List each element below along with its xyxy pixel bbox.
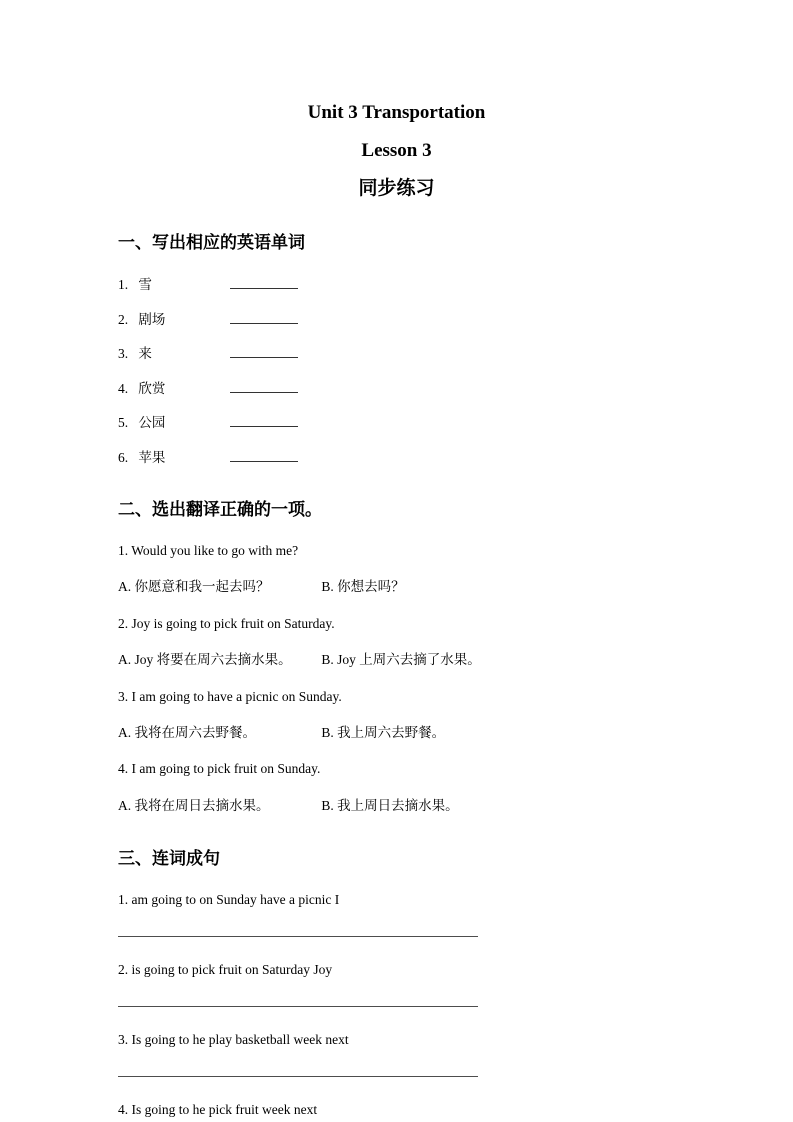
option-b: B. 你想去吗？ xyxy=(321,579,405,595)
word-label: 公园 xyxy=(138,415,166,430)
answer-blank xyxy=(230,413,298,427)
mc-question: 1. Would you like to go with me? xyxy=(118,543,299,558)
word-item xyxy=(118,303,675,338)
answer-blank xyxy=(230,275,298,289)
answer-line xyxy=(118,988,478,1007)
multiple-choice-list xyxy=(118,533,675,824)
word-label: 来 xyxy=(138,346,152,361)
word-number: 2. xyxy=(118,311,129,327)
mc-question: 3. I am going to have a picnic on Sunday. xyxy=(118,688,342,704)
word-list xyxy=(118,268,675,475)
answer-line xyxy=(118,1058,478,1077)
word-number: 1. xyxy=(118,277,129,292)
word-label: 剧场 xyxy=(138,311,166,327)
mc-options xyxy=(118,788,675,824)
word-number: 5. xyxy=(118,415,129,430)
section-two-heading: 二、选出翻译正确的一项。 xyxy=(118,500,322,519)
mc-options xyxy=(118,642,675,678)
mc-options xyxy=(118,715,675,751)
rearrange-list xyxy=(118,882,675,1122)
word-item xyxy=(118,337,675,372)
word-label: 欣赏 xyxy=(138,380,166,396)
option-b: B. 我上周日去摘水果。 xyxy=(321,797,459,813)
doc-title: Unit 3 Transportation xyxy=(307,102,486,123)
rearrange-prompt: 2. is going to pick fruit on Saturday Joy xyxy=(118,962,333,978)
rearrange-prompt: 1. am going to on Sunday have a picnic I xyxy=(118,892,340,908)
option-b: B. Joy 上周六去摘了水果。 xyxy=(321,652,481,668)
answer-line xyxy=(118,918,478,937)
option-a: A. 我将在周六去野餐。 xyxy=(118,725,256,741)
word-label: 苹果 xyxy=(138,449,166,465)
word-number: 6. xyxy=(118,449,129,465)
mc-question: 4. I am going to pick fruit on Sunday. xyxy=(118,761,321,777)
option-a: A. 你愿意和我一起去吗？ xyxy=(118,579,270,595)
option-a: A. 我将在周日去摘水果。 xyxy=(118,797,270,813)
doc-subtitle: 同步练习 xyxy=(358,178,435,199)
doc-lesson: Lesson 3 xyxy=(361,140,432,161)
option-b: B. 我上周六去野餐。 xyxy=(321,725,446,741)
section-one-heading: 一、写出相应的英语单词 xyxy=(118,233,305,252)
answer-blank xyxy=(230,310,298,324)
mc-question: 2. Joy is going to pick fruit on Saturday. xyxy=(118,615,335,631)
option-a: A. Joy 将要在周六去摘水果。 xyxy=(118,652,292,668)
word-number: 4. xyxy=(118,380,129,396)
mc-options xyxy=(118,569,675,605)
answer-blank xyxy=(230,344,298,358)
answer-blank xyxy=(230,448,298,462)
word-item xyxy=(118,441,675,476)
word-item xyxy=(118,268,675,303)
word-label: 雪 xyxy=(138,277,152,292)
answer-blank xyxy=(230,379,298,393)
word-number: 3. xyxy=(118,346,129,361)
rearrange-prompt: 4. Is going to he pick fruit week next xyxy=(118,1102,318,1118)
word-item xyxy=(118,372,675,407)
rearrange-prompt: 3. Is going to he play basketball week next xyxy=(118,1032,349,1048)
word-item xyxy=(118,406,675,441)
section-three-heading: 三、连词成句 xyxy=(118,849,220,869)
